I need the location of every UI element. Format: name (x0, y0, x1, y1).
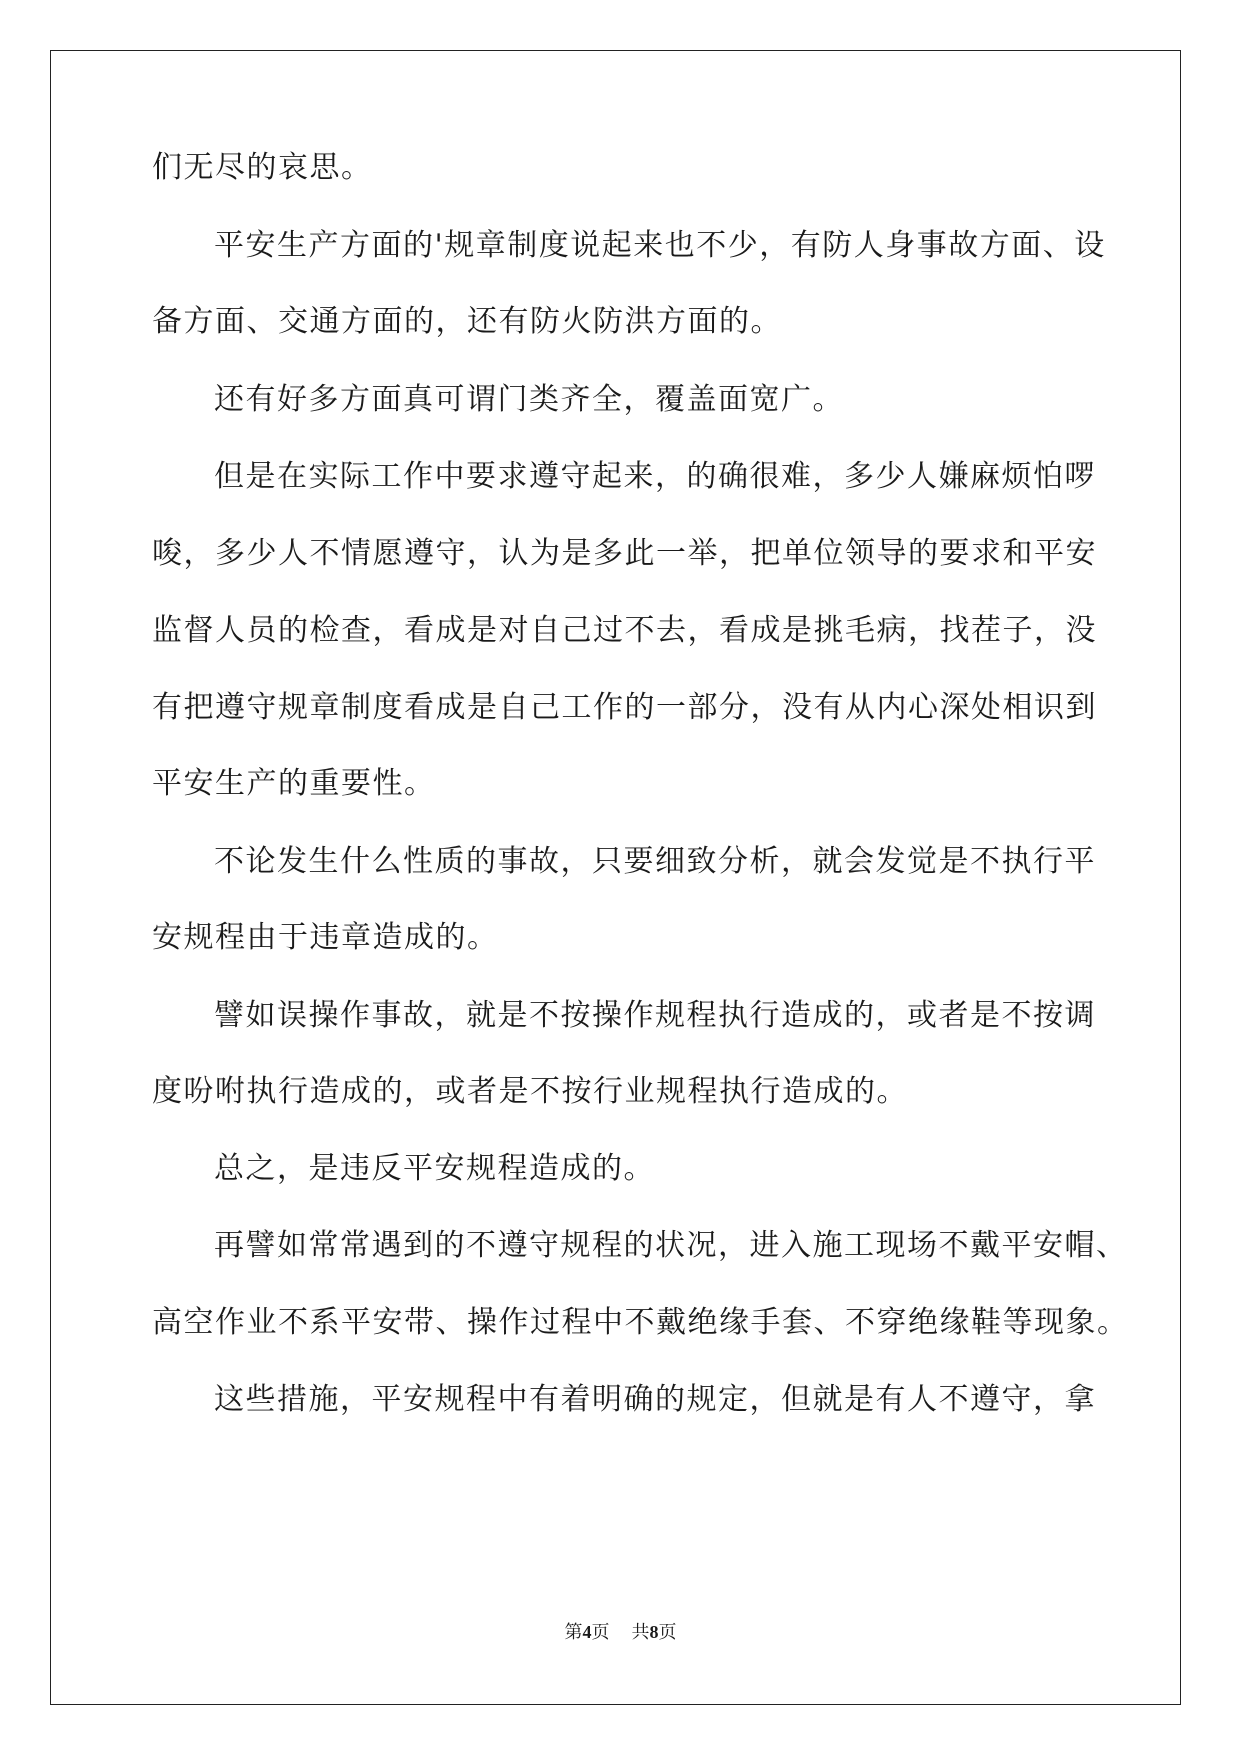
footer-total-suffix: 页 (658, 1622, 677, 1643)
text-line: 譬如误操作事故，就是不按操作规程执行造成的，或者是不按调 (214, 998, 1096, 1033)
text-line: 安规程由于违章造成的。 (152, 920, 499, 955)
footer-total-pages: 8 (649, 1622, 659, 1642)
text-line: 但是在实际工作中要求遵守起来，的确很难，多少人嫌麻烦怕啰 (214, 459, 1096, 494)
text-line: 高空作业不系平安带、操作过程中不戴绝缘手套、不穿绝缘鞋等现象。 (152, 1305, 1129, 1340)
text-line: 不论发生什么性质的事故，只要细致分析，就会发觉是不执行平 (214, 844, 1096, 879)
footer-page-suffix: 页 (591, 1622, 610, 1643)
footer-page-number: 4 (582, 1622, 592, 1642)
text-line: 监督人员的检查，看成是对自己过不去，看成是挑毛病，找茬子，没 (152, 613, 1097, 648)
text-line: 平安生产的重要性。 (152, 766, 436, 801)
text-line: 有把遵守规章制度看成是自己工作的一部分，没有从内心深处相识到 (152, 690, 1097, 725)
text-line: 度吩咐执行造成的，或者是不按行业规程执行造成的。 (152, 1074, 908, 1109)
text-line: 总之，是违反平安规程造成的。 (214, 1151, 655, 1186)
text-line: 备方面、交通方面的，还有防火防洪方面的。 (152, 304, 782, 339)
text-line: 唆，多少人不情愿遵守，认为是多此一举，把单位领导的要求和平安 (152, 536, 1097, 571)
text-line: 还有好多方面真可谓门类齐全，覆盖面宽广。 (214, 382, 844, 417)
footer-total-prefix: 共 (631, 1622, 650, 1643)
footer-page-prefix: 第 (564, 1622, 583, 1643)
page-footer (0, 1618, 1241, 1644)
text-line: 这些措施，平安规程中有着明确的规定，但就是有人不遵守，拿 (214, 1382, 1096, 1417)
text-line: 再譬如常常遇到的不遵守规程的状况，进入施工现场不戴平安帽、 (214, 1228, 1128, 1263)
text-line: 平安生产方面的'规章制度说起来也不少，有防人身事故方面、设 (214, 228, 1106, 263)
text-line: 们无尽的哀思。 (152, 150, 373, 185)
